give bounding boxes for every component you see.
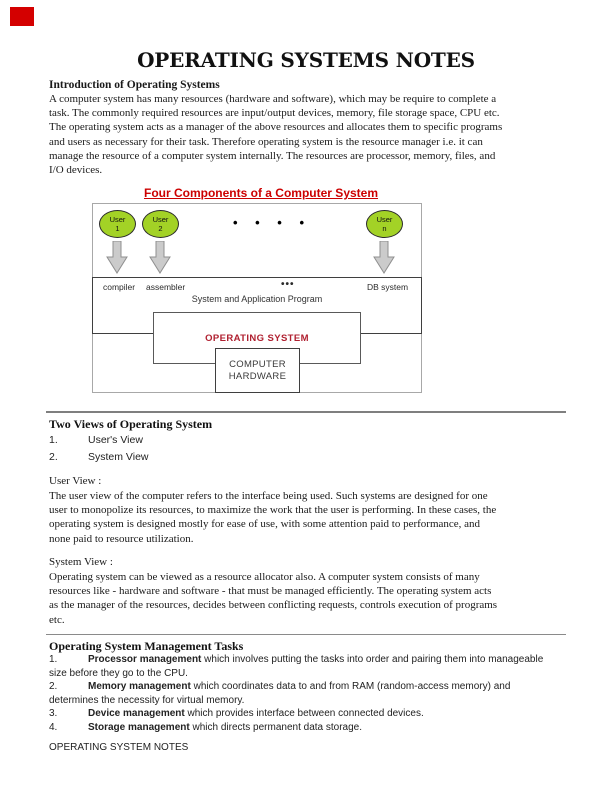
paragraph-line: as the manager of the resources, decides between conflicting requests, controls execution of programs [49, 599, 498, 612]
red-annotation-mark [10, 7, 34, 26]
page-footer: OPERATING SYSTEM NOTES [49, 742, 189, 753]
hardware-label: HARDWARE [228, 370, 287, 382]
list-number: 1. [49, 654, 58, 665]
horizontal-rule [46, 411, 566, 413]
task-item [49, 681, 589, 692]
user-1-ellipse [99, 210, 136, 238]
operating-system-label: OPERATING SYSTEM [205, 332, 309, 344]
paragraph-line: The user view of the computer refers to the interface being used. Such systems are designed for one [49, 490, 488, 502]
task-bold: Processor management [88, 654, 202, 665]
task-continuation: size before they go to the CPU. [49, 668, 188, 679]
user-label: User [152, 215, 169, 224]
paragraph-line: etc. [49, 613, 65, 626]
user-label: User [109, 215, 126, 224]
task-bold: Memory management [88, 681, 191, 692]
intro-line: The operating system acts as a manager of the above resources and allocates them to specific programs [49, 121, 503, 134]
task-rest: which provides interface between connected devices. [184, 708, 424, 719]
list-item [49, 451, 569, 463]
two-views-heading: Two Views of Operating System [49, 417, 213, 431]
intro-line: task. The commonly required resources are input/output devices, memory, file storage space, CPU etc. [49, 107, 500, 120]
task-rest: which involves putting the tasks into order and pairing them into manageable [201, 654, 544, 665]
paragraph-line: operating system is designed mostly for ease of use, with some attention paid to performance, and [49, 518, 481, 531]
task-bold: Device management [88, 708, 185, 719]
task-rest: which directs permanent data storage. [189, 722, 363, 733]
list-label: System View [88, 451, 149, 463]
intro-line: I/O devices. [49, 164, 103, 177]
down-arrow-icon [106, 241, 128, 274]
hardware-label: COMPUTER [229, 359, 286, 370]
page-title: OPERATING SYSTEMS NOTES [137, 48, 475, 72]
task-item [49, 722, 589, 733]
ellipsis-dots: • • • • [232, 215, 312, 230]
list-number: 2. [49, 681, 58, 692]
list-number: 2. [49, 451, 58, 463]
user-label: 1 [115, 224, 120, 233]
program-dots: ••• [281, 279, 295, 290]
user-label: User [376, 215, 393, 224]
list-number: 4. [49, 722, 58, 733]
user-label: 2 [158, 224, 163, 233]
tasks-heading: Operating System Management Tasks [49, 639, 244, 653]
paragraph-line: user to monopolize its resources, to maximize the work that the user is performing. In these cases, the [49, 504, 497, 517]
system-view-paragraph [49, 570, 567, 627]
system-view-label: System View : [49, 556, 113, 568]
task-continuation: determines the necessity for virtual memory. [49, 695, 245, 706]
user-view-label: User View : [49, 475, 102, 487]
down-arrow-icon [373, 241, 395, 274]
task-item [49, 654, 589, 665]
computer-hardware-box [215, 348, 300, 393]
user-2-ellipse [142, 210, 179, 238]
list-number: 1. [49, 434, 58, 446]
list-number: 3. [49, 708, 58, 719]
down-arrow-icon [149, 241, 171, 274]
intro-paragraph [49, 92, 567, 177]
user-view-paragraph [49, 489, 567, 546]
intro-line: manage the resource of a computer system internally. The resources are processor, memory, files, and [49, 149, 496, 162]
task-bold: Storage management [88, 722, 190, 733]
user-label: n [382, 224, 387, 233]
task-rest: which coordinates data to and from RAM (random-access memory) and [190, 681, 511, 692]
compiler-label: compiler [103, 282, 136, 292]
paragraph-line: resources like - hardware and software - that must be managed efficiently. The operating system acts [49, 585, 492, 598]
paragraph-line: Operating system can be viewed as a resource allocator also. A computer system consists of many [49, 571, 480, 583]
system-app-caption: System and Application Program [191, 294, 323, 304]
intro-line: and users as necessary for their task. Therefore operating system is the resource manager i.e. it can [49, 135, 483, 148]
user-n-ellipse [366, 210, 403, 238]
task-item [49, 708, 589, 719]
list-label: User's View [88, 434, 143, 446]
assembler-label: assembler [146, 282, 186, 292]
list-item [49, 434, 569, 446]
horizontal-rule [46, 634, 566, 635]
intro-heading: Introduction of Operating Systems [49, 79, 220, 91]
intro-line: A computer system has many resources (hardware and software), which may be require to complete a [49, 93, 497, 105]
diagram-heading: Four Components of a Computer System [143, 186, 379, 200]
paragraph-line: none paid to resource utilization. [49, 532, 194, 545]
db-system-label: DB system [367, 282, 409, 292]
